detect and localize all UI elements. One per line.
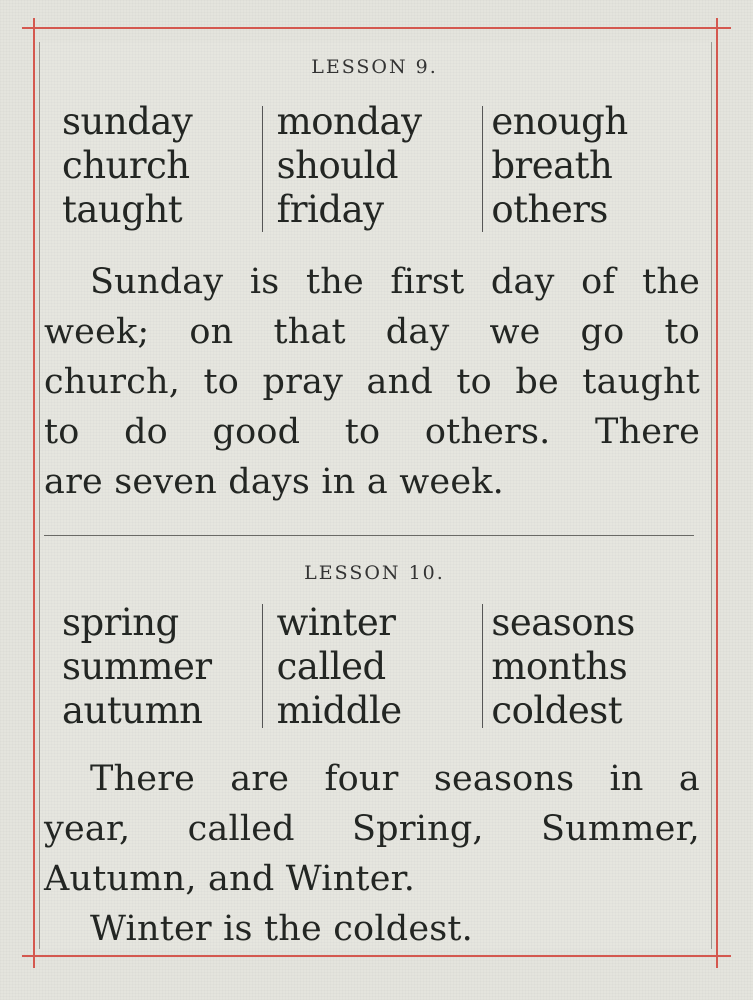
column-divider [262, 604, 263, 728]
vocab-word: months [491, 645, 628, 688]
passage-line: week; on that day we go to [44, 312, 700, 352]
vocab-word: breath [491, 144, 613, 187]
passage-line: to do good to others. There [44, 412, 700, 452]
section-divider [44, 535, 694, 536]
vocab-word: seasons [491, 601, 635, 644]
vocab-word: others [491, 188, 608, 231]
lesson-9-reading-passage [44, 257, 700, 507]
vocab-word: autumn [62, 689, 203, 732]
lesson-9-word-column-2 [273, 100, 488, 232]
red-rule-bottom [22, 955, 731, 957]
passage-line: Winter is the coldest. [90, 909, 473, 949]
vocab-word: summer [62, 645, 212, 688]
lesson-9-heading: LESSON 9. [311, 56, 438, 78]
column-divider [482, 604, 483, 728]
vocab-word: friday [276, 188, 384, 231]
passage-line: year, called Spring, Summer, [44, 809, 700, 849]
vocab-word: spring [62, 601, 179, 644]
vocab-word: coldest [491, 689, 623, 732]
vocab-word: called [276, 645, 386, 688]
lesson-10-heading: LESSON 10. [304, 562, 445, 584]
vocab-word: taught [62, 188, 183, 231]
vocab-word: middle [276, 689, 402, 732]
passage-line: Autumn, and Winter. [44, 859, 416, 899]
vocab-word: winter [276, 601, 396, 644]
passage-line: are seven days in a week. [44, 462, 504, 502]
vocab-word: monday [276, 100, 422, 143]
lesson-10-word-column-1 [62, 601, 273, 733]
lesson-10-word-list [62, 601, 702, 733]
passage-line: Sunday is the first day of the [90, 262, 700, 302]
lesson-9-word-list [62, 100, 702, 232]
lesson-9-word-column-1 [62, 100, 273, 232]
vocab-word: should [276, 144, 399, 187]
column-divider [482, 106, 483, 232]
lesson-9-word-column-3 [487, 100, 702, 232]
red-rule-top [22, 27, 731, 29]
vocab-word: sunday [62, 100, 193, 143]
passage-line: church, to pray and to be taught [44, 362, 700, 402]
lesson-10-word-column-2 [273, 601, 488, 733]
passage-line: There are four seasons in a [90, 759, 700, 799]
lesson-10-reading-passage [44, 754, 700, 954]
red-rule-right [716, 18, 718, 968]
column-divider [262, 106, 263, 232]
vocab-word: enough [491, 100, 628, 143]
vocab-word: church [62, 144, 190, 187]
red-rule-left [33, 18, 35, 968]
lesson-10-word-column-3 [487, 601, 702, 733]
